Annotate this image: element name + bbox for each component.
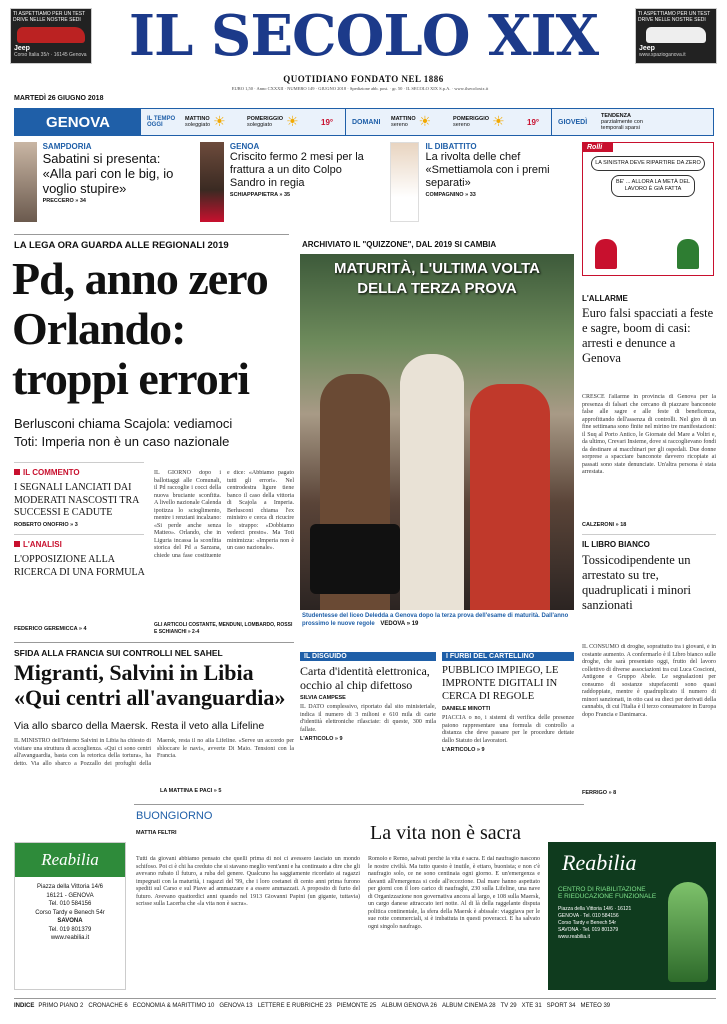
lead-sub-1: Berlusconi chiama Scajola: vediamoci xyxy=(14,416,233,431)
ad-line: SAVONA xyxy=(57,918,83,924)
disguido-headline: Carta d'identità elettronica, occhio al chip difettoso xyxy=(300,664,430,692)
temp-today: 19° xyxy=(321,117,334,127)
weather-bar xyxy=(14,108,714,136)
weather-tomorrow-morning xyxy=(391,114,453,131)
cartoon-title: Rolli xyxy=(583,143,613,152)
migranti-ref: LA MATTINA E PACI » 5 xyxy=(160,788,222,794)
analisi-author: FEDERICO GEREMICCA » 4 xyxy=(14,626,87,632)
analisi-headline[interactable]: L'OPPOSIZIONE ALLA RICERCA DI UNA FORMULA xyxy=(14,554,145,578)
car-image xyxy=(17,27,85,43)
teaser-ref: COMPAGNINO » 33 xyxy=(425,192,476,198)
buongiorno-body-2: Romolo e Remo, salvati perché la vita è sacra. E dal naufragio nascono le nostre civiltà. Ma tutto questo è inutile, è ettaro, buonista; e non c'è naufragio solo, ce ne sono centinaia ogni giorno. E un'emergenza e davanti all'emergenza si cede all'eccezione. Dal mare hanno aspettato per giorni con il loro carico di naufraghi, 230 sulla Lifeline, una nave di Organizzazione non governativa ancora al largo, e 108 sulla Maersk, un cargo danese attraccato ieri notte. Al di là della raggelante disputa politica continentale, la sfera della Maersk è abissale: viaggiava per le sue rotte commerciali, si è imbattuta in questi poveracci. E ha salvato ogni singolo naufrago. xyxy=(368,856,540,930)
masthead-title[interactable]: IL SECOLO XIX xyxy=(128,3,599,69)
index-bar xyxy=(14,998,716,1012)
libro-ref: FERRIGO » 8 xyxy=(582,790,617,796)
teaser-text: La rivolta delle chef «Smettiamola con i premi separati» xyxy=(425,151,550,189)
index-item[interactable]: ECONOMIA & MARITTIMO 10 xyxy=(132,1002,215,1009)
furbi-body: PIACCIA o no, i sistemi di verifica delle presenze paiono rappresentare una formula di controllo a distanza che deve passare per le procedure dettate dallo Statuto dei lavoratori. xyxy=(442,715,574,744)
teaser-sampdoria[interactable] xyxy=(14,142,190,226)
teaser-genoa[interactable] xyxy=(200,142,380,226)
disguido-ref: L'ARTICOLO » 9 xyxy=(300,736,343,742)
slot-label: POMERIGGIO xyxy=(453,116,490,122)
sun-icon: ☀ xyxy=(213,114,226,130)
weather-slot-morning xyxy=(185,114,247,131)
lead-credits: GLI ARTICOLI COSTANTE, MENDUNI, LOMBARDO, ROSSI E SCHIANCHI » 2-4 xyxy=(154,622,293,635)
buongiorno-headline[interactable]: La vita non è sacra xyxy=(370,822,522,844)
ad-tag-2: E RIEDUCAZIONE FUNZIONALE xyxy=(558,893,657,900)
migranti-sub: Via allo sbarco della Maersk. Resta il veto alla Lifeline xyxy=(14,720,265,732)
slot-desc: soleggiato xyxy=(247,122,273,128)
photo-caption xyxy=(302,612,574,628)
slot-label: POMERIGGIO xyxy=(247,116,284,122)
photo-figure xyxy=(400,354,464,610)
section-square-icon xyxy=(14,469,20,475)
libro-body: IL CONSUMO di droghe, soprattutto tra i giovani, è in costante aumento. A confermarlo è il Libro bianco sulle droghe, che sarà presentato oggi, frutto del lavoro collettivo di diverse associazioni tra cui Luca Coscioni, Antigone e Gruppo Abele. Le segnalazioni per consumo di sostanze stupefacenti sono quasi raddoppiate, mentre è quadruplicato il numero di minori sanzionati, in otto casi su dieci per derivati della cannabis, di cui l'Italia è il terzo consumatore in Europa dopo Francia e Danimarca. xyxy=(582,644,716,718)
photo-figure xyxy=(470,384,550,610)
cartoon-box[interactable] xyxy=(582,142,714,276)
index-item[interactable]: PIEMONTE 25 xyxy=(336,1002,377,1009)
buongiorno-label: BUONGIORNO xyxy=(136,810,213,822)
photo-overlay-1: MATURITÀ, L'ULTIMA VOLTA xyxy=(333,260,541,277)
teaser-photo xyxy=(200,142,224,222)
ad-line: 16121 - GENOVA xyxy=(46,892,94,899)
section-square-icon xyxy=(14,541,20,547)
masthead-subtitle: QUOTIDIANO FONDATO NEL 1886 xyxy=(283,74,444,84)
cartoon-bubble-1: LA SINISTRA DEVE RIPARTIRE DA ZERO xyxy=(591,156,705,171)
slot-desc: soleggiato xyxy=(185,122,211,128)
commento-label-text: IL COMMENTO xyxy=(23,468,80,477)
ad-brand: Reabilia xyxy=(41,850,99,869)
ad-line: www.reabilia.it xyxy=(558,934,590,940)
top-right-ad[interactable] xyxy=(635,8,717,64)
weather-tomorrow-afternoon xyxy=(453,114,527,131)
sun-icon: ☀ xyxy=(492,114,505,130)
analisi-label xyxy=(14,540,62,549)
slot-label: MATTINO xyxy=(185,116,210,122)
ad-line: GENOVA · Tel. 010 584156 xyxy=(558,913,619,919)
photo-overlay-2: DELLA TERZA PROVA xyxy=(357,280,517,297)
ad-line: Piazza della Vittoria 14/6 · 16121 xyxy=(558,906,632,912)
masthead-info: EURO 1,50 · Anno CXXXII · NUMERO 149 · GIUGNO 2018 · Spedizione abb. post. · gr. 50 · IL SECOLO XIX S.p.A. · www.ilsecoloxix.it xyxy=(231,86,489,91)
teaser-kicker: SAMPDORIA xyxy=(42,142,92,151)
ad-brand: Jeep xyxy=(14,45,30,52)
trend-desc: parzialmente con temporali sparsi xyxy=(601,119,643,131)
ad-brand-banner xyxy=(15,843,125,877)
lead-headline[interactable]: Pd, anno zero Orlando: troppi errori xyxy=(12,253,268,404)
libro-label: IL LIBRO BIANCO xyxy=(582,540,650,549)
ad-brand: Jeep xyxy=(639,45,655,52)
sun-icon: ☀ xyxy=(286,114,299,130)
trend-label: TENDENZA xyxy=(601,113,631,119)
lead-sub-2: Toti: Imperia non è un caso nazionale xyxy=(14,434,230,449)
teaser-ref: PRECCERO » 34 xyxy=(42,198,86,204)
weather-thursday-label: GIOVEDÌ xyxy=(551,109,601,135)
ad-line: Tel. 010 584156 xyxy=(48,901,92,907)
ad-line: Corso Tardy e Benech 54r xyxy=(558,920,616,926)
disguido-label: IL DISGUIDO xyxy=(300,652,436,661)
allarme-headline[interactable]: Euro falsi spacciati a feste e sagre, boom di casi: arresti e denunce a Genova xyxy=(582,306,714,365)
ad-address: Corso Italia 35/r · 16145 Genova xyxy=(14,52,87,58)
commento-author: ROBERTO ONOFRIO » 3 xyxy=(14,522,78,528)
teaser-kicker: GENOA xyxy=(229,142,260,151)
weather-city: GENOVA xyxy=(15,109,141,135)
allarme-label: L'ALLARME xyxy=(582,294,628,303)
analisi-label-text: L'ANALISI xyxy=(23,540,62,549)
ad-line: SAVONA · Tel. 019 801379 xyxy=(558,927,619,933)
teaser-photo xyxy=(14,142,37,222)
ad-address-block xyxy=(548,900,658,941)
ad-brand: Reabilia xyxy=(562,850,637,875)
temp-tomorrow: 19° xyxy=(527,117,540,127)
furbi-headline: PUBBLICO IMPIEGO, LE IMPRONTE DIGITALI IN CERCA DI REGOLE xyxy=(442,665,559,702)
slot-desc: sereno xyxy=(453,122,470,128)
top-left-ad[interactable] xyxy=(10,8,92,64)
ad-url: www.spazioganova.it xyxy=(639,52,686,58)
lead-body: IL GIORNO dopo i ballottaggi alle Comunali, il Pd raccoglie i cocci della nuova bruciante sconfitta. A livello nazionale Calenda ipotizza lo scioglimento, mentre i renziani incalzano: «Si perde anche senza Matteo». Orlando, che in Liguria incassa la sconfitta storica del Pd a Sarzana, chiede una fase costituente e dice: «Abbiamo pagato tutti gli errori». Nel centrodestra ligure tiene banco il caso della vittoria di Scajola a Imperia. Berlusconi chiama l'ex ministro e cerca di ricucire lo strappo: «Dobbiamo vederci presto». Ma Toti minimizza: «Imperia non è un caso nazionale». xyxy=(154,470,294,559)
teaser-dibattito[interactable] xyxy=(390,142,574,226)
disguido-body: IL DATO complessivo, riportato dal sito ministeriale, indica il numero di 3 milioni e 610 mila di carte d'identità elettroniche rilasciate: di queste, 300 mila fallate. xyxy=(300,704,436,733)
lead-kicker: LA LEGA ORA GUARDA ALLE REGIONALI 2019 xyxy=(14,240,229,251)
index-item[interactable]: XTE 31 xyxy=(521,1002,542,1009)
furbi-ref: L'ARTICOLO » 9 xyxy=(442,747,485,753)
libro-headline[interactable]: Tossicodipendente un arrestato su tre, quadruplicati i minori sanzionati xyxy=(582,553,692,612)
ad-line: www.reabilia.it xyxy=(50,935,90,941)
ad-line: Piazza della Vittoria 14/6 xyxy=(37,884,103,890)
migranti-body: IL MINISTRO dell'Interno Salvini in Libia ha chiesto di visitare una struttura di accoglienza. «Qui ci sono centri all'avanguardia, basta con la retorica della tortura», ha detto. Via allo sbarco a Pozzallo dei profughi della Maersk, resta il no alla Lifeline. «Serve un accordo per sbloccare le navi», avverte Di Maio. Tensioni con la Francia. xyxy=(14,738,294,767)
buongiorno-author: MATTIA FELTRI xyxy=(136,830,177,836)
ad-address-block xyxy=(15,877,125,949)
car-image xyxy=(646,27,706,43)
index-item[interactable]: PRIMO PIANO 2 xyxy=(38,1002,84,1009)
weather-slot-afternoon xyxy=(247,114,321,131)
sun-icon: ☀ xyxy=(418,114,432,130)
teaser-text: Criscito fermo 2 mesi per la frattura a un dito Colpo Sandro in regia xyxy=(229,151,364,189)
commento-label xyxy=(14,468,80,477)
index-item[interactable]: CRONACHE 6 xyxy=(88,1002,128,1009)
allarme-body: CRESCE l'allarme in provincia di Genova per la presenza di falsari che cercano di piazzare banconote false alle sagre e alle feste di beneficenza, approfittando dell'assenza di controlli. Nel giro di un fine settimana sono finite nel mirino tre manifestazioni: il Suq al Porto Antico, le Giornate del Mare a Voltri e, da ultimo, Crevari Insieme, dove si raccoglievano fondi da destinare ai macchinari per gli ospedali. Due donne sorprese a spacciare banconote davvero ricopiate ai passati sono state denunciate. Un'altra persona è stata arrestata. xyxy=(582,394,716,475)
ad-tag-1: CENTRO DI RIABILITAZIONE xyxy=(558,886,646,893)
ad-text: TI ASPETTIAMO PER UN TEST DRIVE NELLE NOSTRE SEDI xyxy=(638,11,711,23)
commento-headline[interactable]: I SEGNALI LANCIATI DAI MODERATI NASCOSTI TRA SUCCESSI E CADUTE xyxy=(14,482,139,518)
caption-ref: VEDOVA » 19 xyxy=(380,621,419,627)
weather-trend xyxy=(601,113,661,131)
index-item[interactable]: METEO 39 xyxy=(580,1002,611,1009)
ad-line: Corso Tardy e Benech 54r xyxy=(35,909,105,916)
caption-text: Studentesse del liceo Deledda a Genova dopo la terza prova dell'esame di maturità. Dall'anno prossimo le nuove regole xyxy=(302,613,569,627)
bottom-left-ad[interactable] xyxy=(14,842,126,990)
issue-date: MARTEDÌ 26 GIUGNO 2018 xyxy=(14,95,104,102)
slot-label: MATTINO xyxy=(391,116,416,122)
index-item[interactable]: TV 29 xyxy=(500,1002,517,1009)
slot-desc: sereno xyxy=(391,122,408,128)
ad-spine-image xyxy=(668,882,708,982)
disguido-box[interactable] xyxy=(300,652,436,796)
bottom-right-ad[interactable] xyxy=(548,842,716,990)
index-item[interactable]: ALBUM CINEMA 28 xyxy=(441,1002,496,1009)
furbi-box[interactable] xyxy=(442,652,574,796)
cartoon-bubble-2: BE' ... ALLORA LA METÀ DEL LAVORO È GIÀ FATTA xyxy=(611,175,695,197)
main-photo[interactable] xyxy=(300,254,574,610)
index-item[interactable]: LETTERE E RUBRICHE 23 xyxy=(257,1002,332,1009)
photo-kicker: ARCHIVIATO IL "QUIZZONE", DAL 2019 SI CAMBIA xyxy=(302,240,497,249)
cartoon-figures xyxy=(591,235,707,269)
ad-text: TI ASPETTIAMO PER UN TEST DRIVE NELLE NOSTRE SEDI xyxy=(13,11,86,23)
teaser-photo xyxy=(390,142,419,222)
migranti-kicker: SFIDA ALLA FRANCIA SUI CONTROLLI NEL SAHEL xyxy=(14,648,223,658)
allarme-ref: CALZERONI » 18 xyxy=(582,522,627,528)
index-item[interactable]: SPORT 34 xyxy=(546,1002,576,1009)
weather-today-label: IL TEMPO OGGI xyxy=(147,116,176,128)
ad-line: Tel. 019 801379 xyxy=(48,926,92,933)
teaser-ref: SCHIAPPAPIETRA » 35 xyxy=(229,192,291,198)
index-label: INDICE xyxy=(14,1002,35,1009)
teaser-text: Sabatini si presenta: «Alla pari con le big, io voglio stupire» xyxy=(42,151,174,196)
buongiorno-body-1: Tutti da giovani abbiamo pensato che quelli prima di noi ci avessero lasciato un mondo schifoso. Poi ci è chi ha creduto che si stavano meglio vent'anni e ha continuato a dire che gli avevano rubato il futuro, a ruba del genere. Qualcuno ha saggiamente ricordato ai ragazzi impegnati con la maturità, i ragazzi del '99, che i loro coetanei di cento anni prima furono spediti sul Carso e sul Piave ad ammazzare e a essere ammazzati. A proposito di furto del futuro. Avevano quattordici anni quando nel 1913 Giovanni Papini (un gigante, tuttavia) scrisse sulla Lacerba che «la vita non è sacra». xyxy=(136,856,360,907)
furbi-label: I FURBI DEL CARTELLINO xyxy=(442,652,574,661)
teaser-kicker: IL DIBATTITO xyxy=(425,142,477,151)
disguido-author: SILVIA CAMPESE xyxy=(300,695,346,701)
index-item[interactable]: ALBUM GENOVA 26 xyxy=(381,1002,437,1009)
photo-bag xyxy=(310,524,400,594)
furbi-author: DANIELE MINOTTI xyxy=(442,706,491,712)
weather-tomorrow-label: DOMANI xyxy=(345,109,391,135)
index-item[interactable]: GENOVA 13 xyxy=(219,1002,253,1009)
migranti-headline[interactable]: Migranti, Salvini in Libia «Qui centri all'avanguardia» xyxy=(14,660,286,710)
